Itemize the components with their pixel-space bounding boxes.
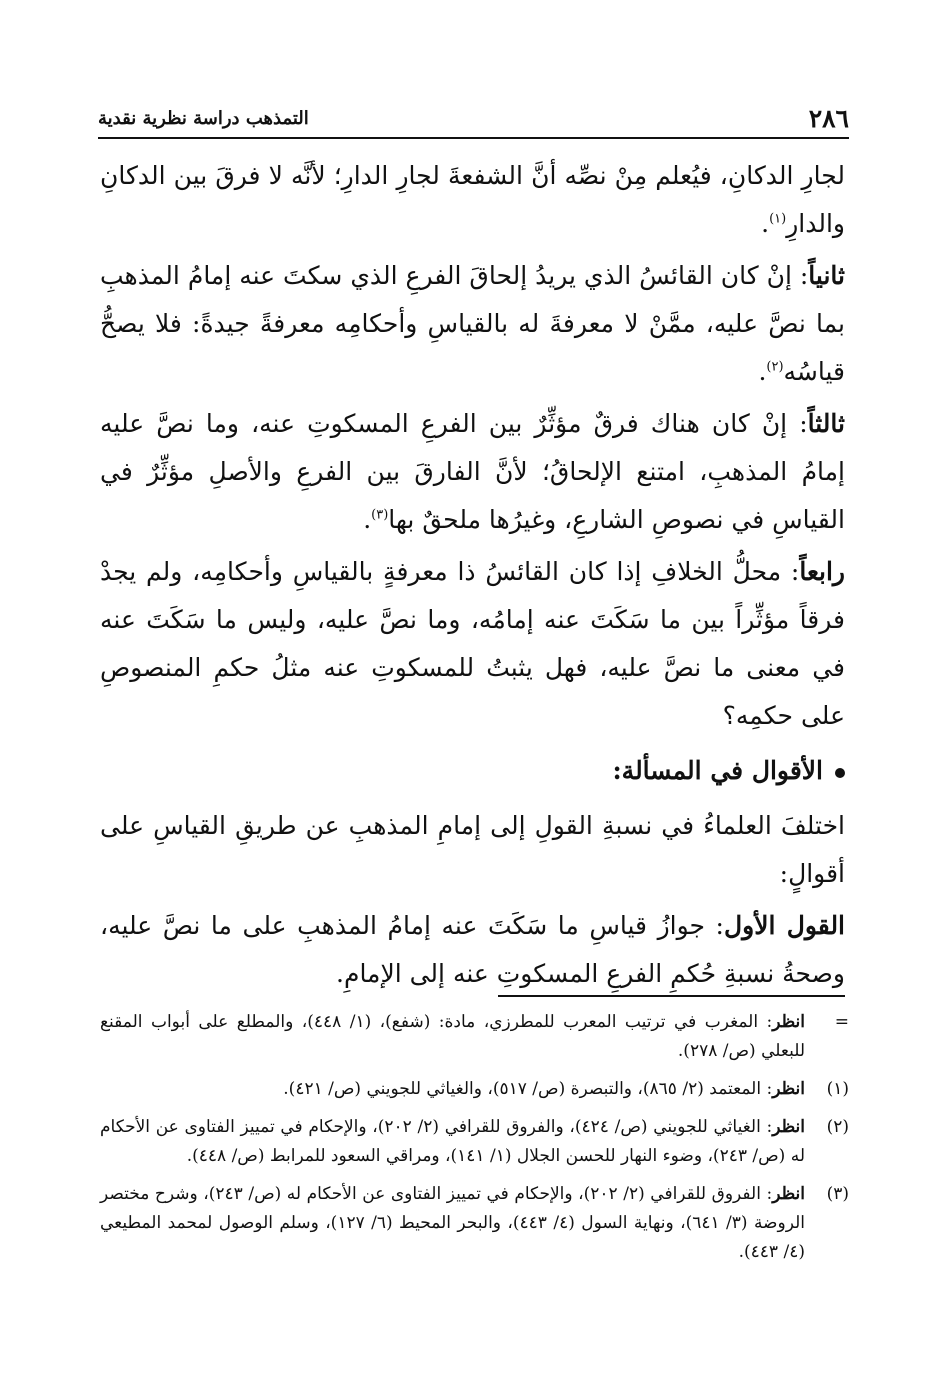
paragraph-end: . <box>761 209 770 238</box>
running-title: التمذهب دراسة نظرية نقدية <box>98 107 309 129</box>
paragraph-1 <box>100 152 845 248</box>
footnote-text <box>100 1075 805 1104</box>
footnote-lead: انظر <box>772 1079 805 1099</box>
footnote-body: : الغياثي للجويني (ص/ ٤٢٤)، والفروق للقرافي (٢/ ٢٠٢)، والإحكام في تمييز الفتاوى عن الأحكام له (ص/ ٢٤٣)، وضوء النهار للحسن الجلال (١/ ١٤١)، ومراقي السعود للمرابط (ص/ ٤٤٨). <box>100 1117 805 1166</box>
footnote-text <box>100 1113 805 1171</box>
footnote-body: : المغرب في ترتيب المعرب للمطرزي، مادة: (شفع)، (١/ ٤٤٨)، والمطلع على أبواب المقنع للبعلي (ص/ ٢٧٨). <box>100 1012 805 1061</box>
paragraph-end: . <box>758 357 767 386</box>
paragraph-text: : إنْ كان هناك فرقٌ مؤثِّرٌ بين الفرعِ المسكوتِ عنه، وما نصَّ عليه إمامُ المذهبِ، امتنع الإلحاقُ؛ لأنَّ الفارقَ بين الفرعِ والأصلِ مؤثِّرٌ في القياسِ في نصوصِ الشارعِ، وغيرُها ملحقٌ بها <box>100 409 845 534</box>
paragraph-text: : إنْ كان القائسُ الذي يريدُ إلحاقَ الفرعِ الذي سكتَ عنه إمامُ المذهبِ بما نصَّ عليه، ممَّنْ لا معرفةَ له بالقياسِ وأحكامِه معرفةً جيدةً: فلا يصحُّ قياسُه <box>100 261 845 386</box>
heading-text: الأقوال في المسألة: <box>612 756 823 785</box>
section-heading <box>100 746 845 796</box>
footnote-lead: انظر <box>772 1012 805 1032</box>
footnote-mark: (٢) <box>826 1117 849 1137</box>
paragraph-3 <box>100 400 845 544</box>
paragraph-lead: القول الأول <box>723 911 846 940</box>
footnote-lead: انظر <box>772 1117 806 1137</box>
footnote-ref-3: (٣) <box>371 507 389 523</box>
page-number: ٢٨٦ <box>808 103 849 133</box>
paragraph-text: : محلُّ الخلافِ إذا كان القائسُ ذا معرفةٍ بالقياسِ وأحكامِه، ولم يجدْ فرقاً مؤثِّراً بين ما سَكَتَ عنه إمامُه، وما نصَّ عليه، وليس ما سَكَتَ عنه في معنى ما نصَّ عليه، فهل يثبتُ للمسكوتِ عنه مثلُ حكمِ المنصوصِ على حكمِه؟ <box>100 557 845 730</box>
footnotes <box>100 1008 849 1276</box>
bullet-icon <box>835 768 845 778</box>
footnote-body: : المعتمد (٢/ ٨٦٥)، والتبصرة (ص/ ٥١٧)، والغياثي للجويني (ص/ ٤٢١). <box>283 1079 773 1099</box>
paragraph-5 <box>100 802 845 898</box>
footnote-mark: (١) <box>826 1079 849 1099</box>
paragraph-lead: ثالثاً <box>807 409 845 438</box>
main-text <box>100 152 845 1002</box>
footnote-1 <box>100 1075 849 1104</box>
footnote-mark: = <box>834 1012 849 1032</box>
paragraph-6 <box>100 902 845 998</box>
paragraph-lead: ثانياً <box>808 261 845 290</box>
paragraph-lead: رابعاً <box>799 557 845 586</box>
footnote-continued <box>100 1008 849 1066</box>
paragraph-4 <box>100 548 845 740</box>
paragraph-text: اختلفَ العلماءُ في نسبةِ القولِ إلى إمامِ المذهبِ عن طريقِ القياسِ على أقوالٍ: <box>100 811 845 888</box>
footnote-text <box>100 1180 805 1267</box>
paragraph-2 <box>100 252 845 396</box>
footnote-body: : الفروق للقرافي (٢/ ٢٠٢)، والإحكام في تمييز الفتاوى عن الأحكام له (ص/ ٢٤٣)، وشرح مختصر الروضة (٣/ ٦٤١)، ونهاية السول (٤/ ٤٤٣)، والبحر المحيط (٦/ ١٢٧)، وسلم الوصول لمحمد المطيعي (٤/ ٤٤٣). <box>100 1184 805 1262</box>
footnote-3 <box>100 1180 849 1267</box>
paragraph-text: لجارِ الدكانِ، فيُعلم مِنْ نصِّه أنَّ الشفعةَ لجارِ الدارِ؛ لأنَّه لا فرقَ بين الدكانِ والدارِ <box>100 161 845 238</box>
footnote-lead: انظر <box>772 1184 805 1204</box>
footnote-text <box>100 1008 805 1066</box>
footnote-ref-2: (٢) <box>766 359 784 375</box>
paragraph-text: : جوازُ قياسِ ما سَكَتَ عنه إمامُ المذهبِ على ما نصَّ عليه، وصحةُ نسبةِ حُكمِ الفرعِ المسكوتِ عنه إلى الإمامِ. <box>100 911 845 988</box>
footnote-mark: (٣) <box>826 1184 849 1204</box>
page-header <box>98 99 849 139</box>
footnote-2 <box>100 1113 849 1171</box>
paragraph-end: . <box>363 505 372 534</box>
footnote-divider <box>498 995 845 997</box>
footnote-ref-1: (١) <box>769 211 787 227</box>
